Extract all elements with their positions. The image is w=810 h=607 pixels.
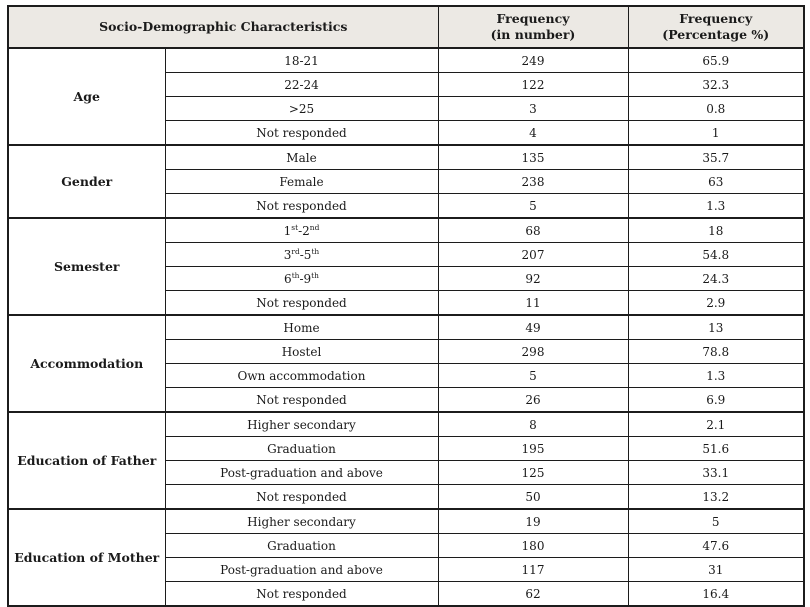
table-row — [8, 509, 804, 534]
table-row — [8, 48, 804, 73]
frequency-cell: 49 — [438, 315, 628, 340]
frequency-cell: 207 — [438, 243, 628, 267]
subcategory-cell: 22-24 — [165, 73, 438, 97]
subcategory-cell: Higher secondary — [165, 412, 438, 437]
subcategory-cell: Graduation — [165, 534, 438, 558]
subcategory-cell: Hostel — [165, 340, 438, 364]
percentage-cell: 47.6 — [628, 534, 804, 558]
frequency-cell: 68 — [438, 218, 628, 243]
header-characteristics: Socio-Demographic Characteristics — [8, 6, 438, 48]
percentage-cell: 51.6 — [628, 437, 804, 461]
category-cell: Accommodation — [8, 315, 165, 412]
socio-demographic-table-container — [7, 5, 805, 607]
table-row — [8, 412, 804, 437]
group-age — [8, 48, 804, 145]
subcategory-cell: Female — [165, 170, 438, 194]
percentage-cell: 2.1 — [628, 412, 804, 437]
socio-demographic-table — [7, 5, 805, 607]
percentage-cell: 13 — [628, 315, 804, 340]
category-cell: Education of Father — [8, 412, 165, 509]
frequency-cell: 117 — [438, 558, 628, 582]
category-cell: Education of Mother — [8, 509, 165, 606]
frequency-cell: 238 — [438, 170, 628, 194]
frequency-cell: 195 — [438, 437, 628, 461]
percentage-cell: 63 — [628, 170, 804, 194]
percentage-cell: 6.9 — [628, 388, 804, 413]
table-row — [8, 218, 804, 243]
frequency-cell: 180 — [438, 534, 628, 558]
group-education-of-father — [8, 412, 804, 509]
category-cell: Age — [8, 48, 165, 145]
frequency-cell: 5 — [438, 194, 628, 219]
category-cell: Semester — [8, 218, 165, 315]
subcategory-cell: 1st-2nd — [165, 218, 438, 243]
percentage-cell: 78.8 — [628, 340, 804, 364]
percentage-cell: 32.3 — [628, 73, 804, 97]
frequency-cell: 8 — [438, 412, 628, 437]
percentage-cell: 65.9 — [628, 48, 804, 73]
frequency-cell: 3 — [438, 97, 628, 121]
subcategory-cell: Not responded — [165, 485, 438, 510]
table-row — [8, 145, 804, 170]
subcategory-cell: Higher secondary — [165, 509, 438, 534]
percentage-cell: 54.8 — [628, 243, 804, 267]
percentage-cell: 35.7 — [628, 145, 804, 170]
subcategory-cell: 18-21 — [165, 48, 438, 73]
group-semester — [8, 218, 804, 315]
subcategory-cell: Not responded — [165, 388, 438, 413]
subcategory-cell: 6th-9th — [165, 267, 438, 291]
frequency-cell: 11 — [438, 291, 628, 316]
subcategory-cell: Not responded — [165, 582, 438, 607]
percentage-cell: 24.3 — [628, 267, 804, 291]
percentage-cell: 1 — [628, 121, 804, 146]
header-frequency-number-line1: Frequency — [496, 11, 570, 27]
frequency-cell: 26 — [438, 388, 628, 413]
percentage-cell: 18 — [628, 218, 804, 243]
frequency-cell: 4 — [438, 121, 628, 146]
frequency-cell: 19 — [438, 509, 628, 534]
subcategory-cell: Not responded — [165, 194, 438, 219]
subcategory-cell: Post-graduation and above — [165, 461, 438, 485]
percentage-cell: 1.3 — [628, 194, 804, 219]
header-frequency-percent-line1: Frequency — [679, 11, 753, 27]
header-frequency-number-line2: (in number) — [490, 27, 576, 42]
group-accommodation — [8, 315, 804, 412]
header-frequency-percent-line2: (Percentage %) — [662, 27, 770, 42]
subcategory-cell: Home — [165, 315, 438, 340]
header-row — [8, 6, 804, 48]
frequency-cell: 5 — [438, 364, 628, 388]
percentage-cell: 0.8 — [628, 97, 804, 121]
subcategory-cell: Not responded — [165, 291, 438, 316]
subcategory-cell: Post-graduation and above — [165, 558, 438, 582]
subcategory-cell: Not responded — [165, 121, 438, 146]
subcategory-cell: Own accommodation — [165, 364, 438, 388]
table-header — [8, 6, 804, 48]
frequency-cell: 125 — [438, 461, 628, 485]
percentage-cell: 13.2 — [628, 485, 804, 510]
group-gender — [8, 145, 804, 218]
percentage-cell: 1.3 — [628, 364, 804, 388]
header-frequency-percent — [628, 6, 804, 48]
frequency-cell: 62 — [438, 582, 628, 607]
header-frequency-number — [438, 6, 628, 48]
frequency-cell: 298 — [438, 340, 628, 364]
percentage-cell: 2.9 — [628, 291, 804, 316]
subcategory-cell: >25 — [165, 97, 438, 121]
percentage-cell: 33.1 — [628, 461, 804, 485]
frequency-cell: 135 — [438, 145, 628, 170]
frequency-cell: 50 — [438, 485, 628, 510]
table-row — [8, 315, 804, 340]
subcategory-cell: Male — [165, 145, 438, 170]
frequency-cell: 92 — [438, 267, 628, 291]
percentage-cell: 5 — [628, 509, 804, 534]
frequency-cell: 122 — [438, 73, 628, 97]
frequency-cell: 249 — [438, 48, 628, 73]
group-education-of-mother — [8, 509, 804, 606]
subcategory-cell: Graduation — [165, 437, 438, 461]
category-cell: Gender — [8, 145, 165, 218]
percentage-cell: 16.4 — [628, 582, 804, 607]
percentage-cell: 31 — [628, 558, 804, 582]
subcategory-cell: 3rd-5th — [165, 243, 438, 267]
